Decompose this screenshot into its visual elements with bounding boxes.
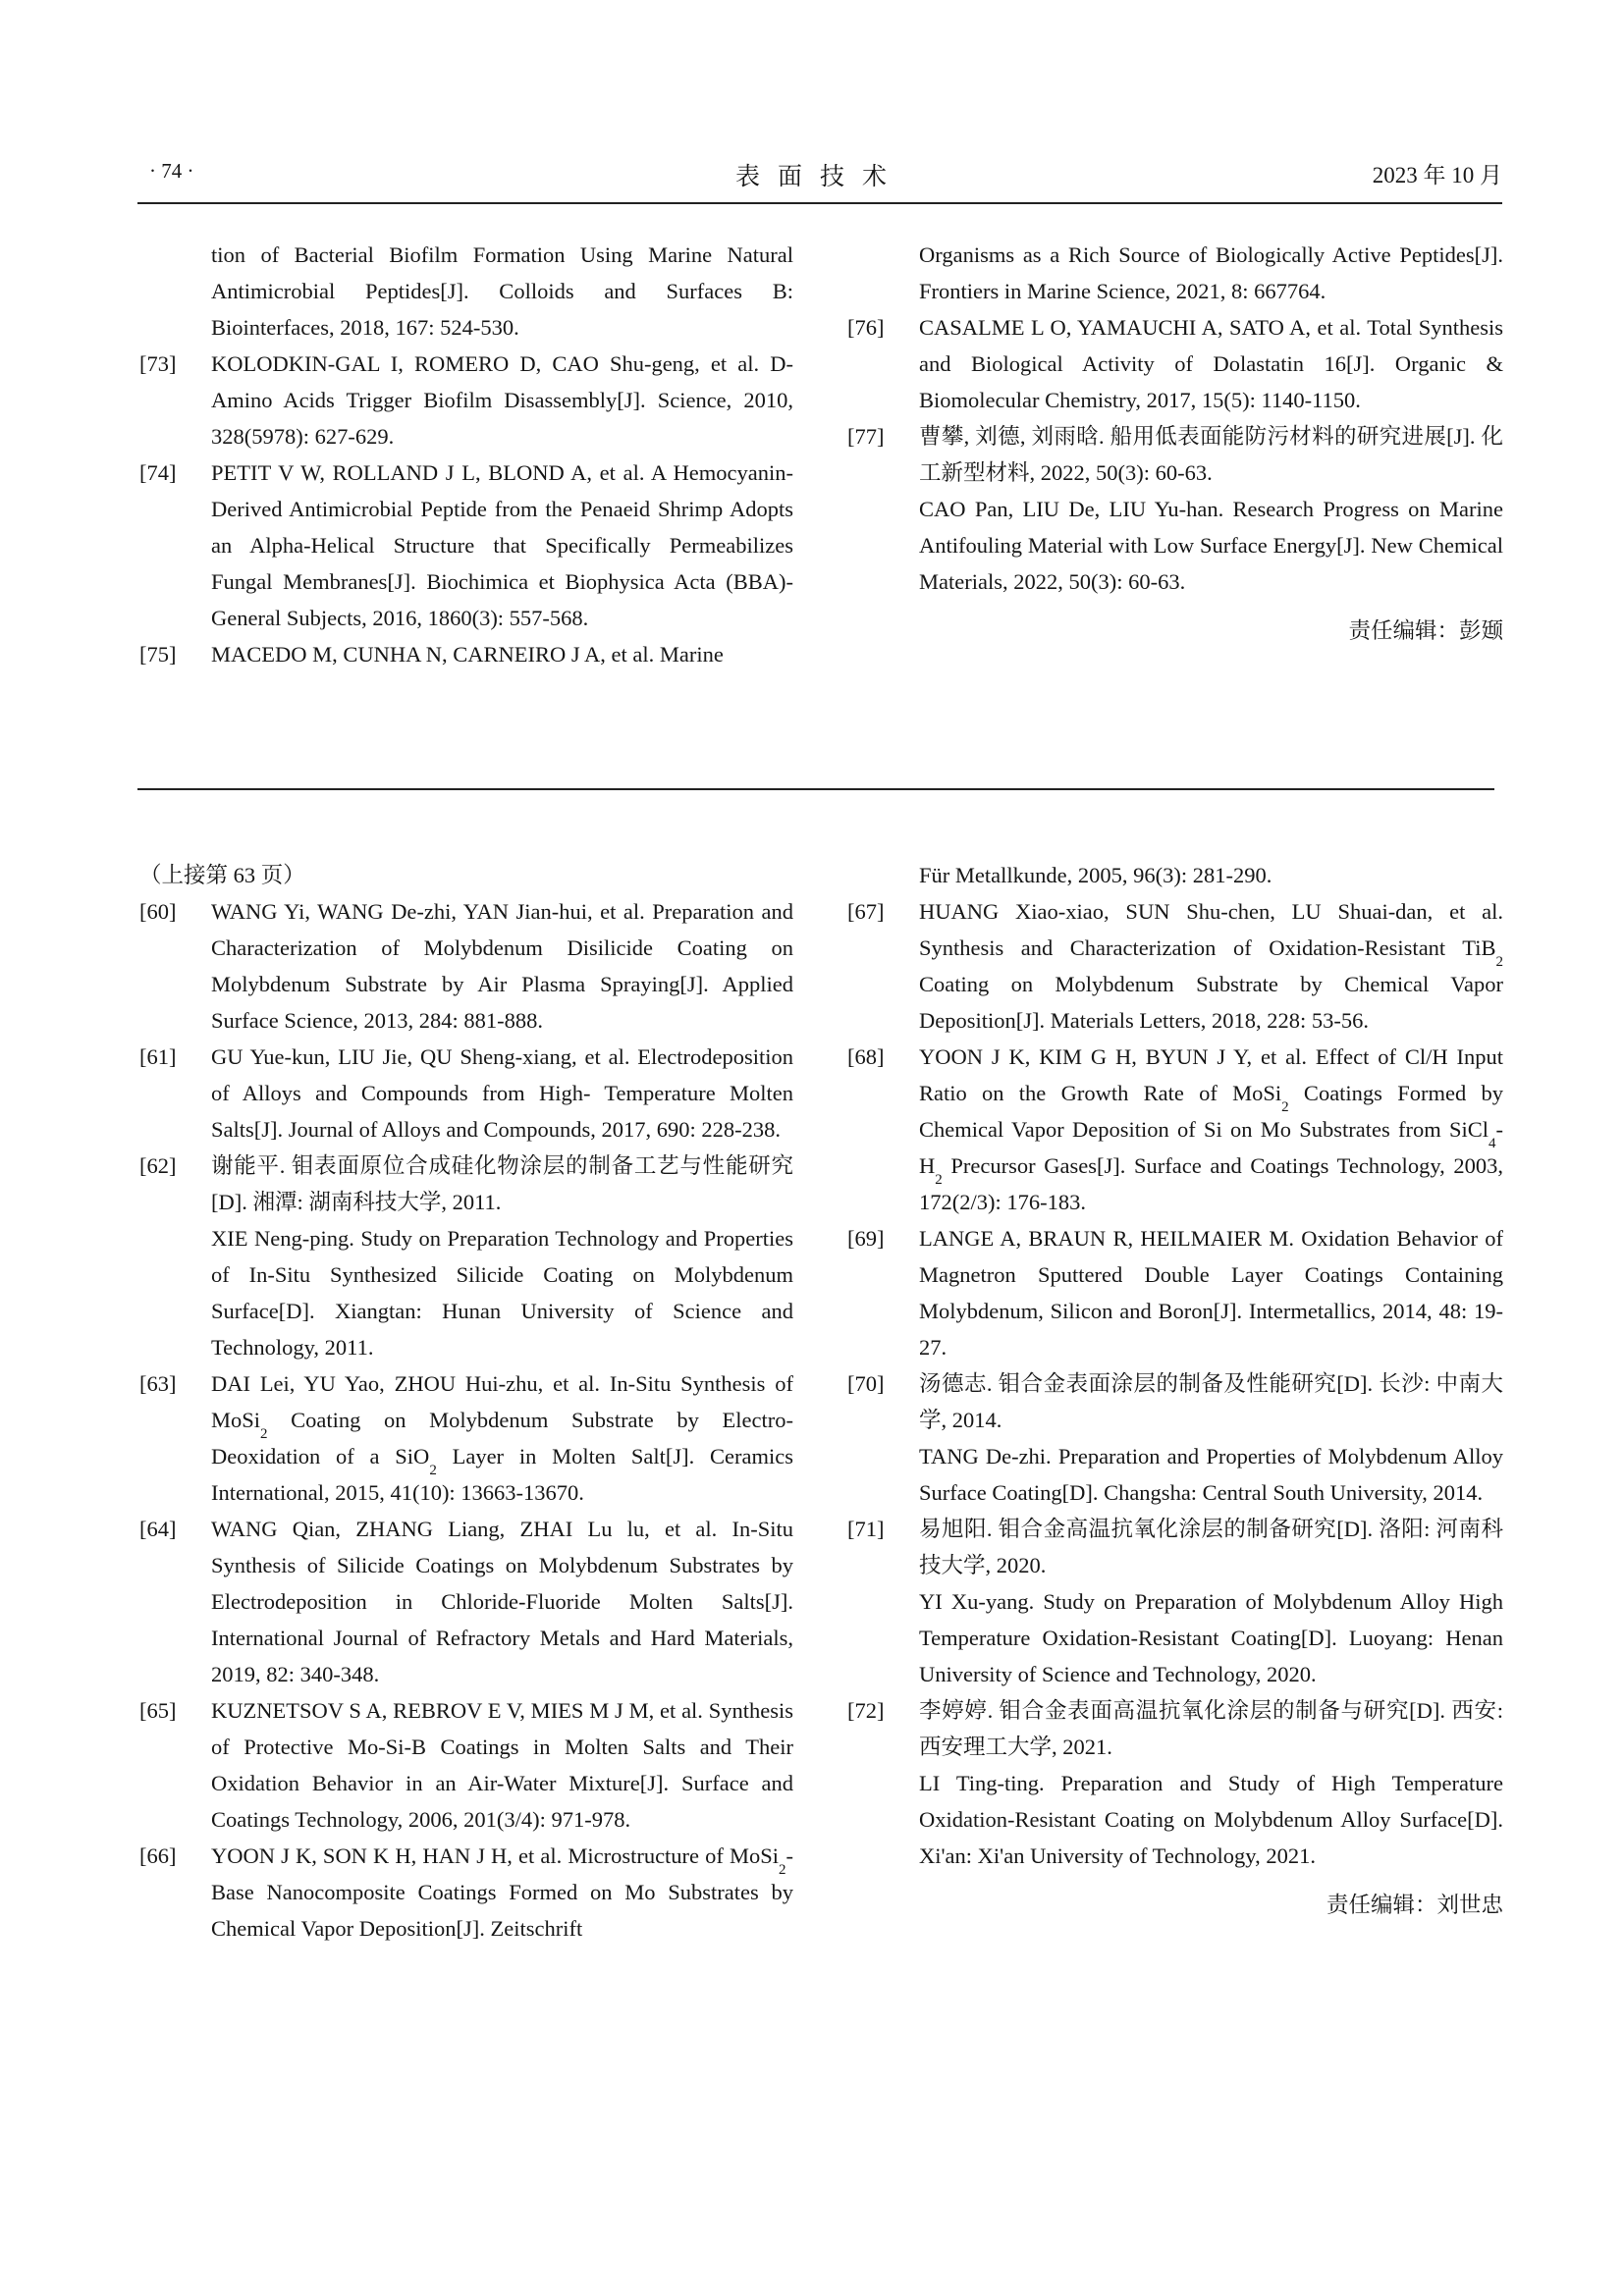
reference-text-english: TANG De-zhi. Preparation and Properties of Molybdenum Alloy Surface Coating[D]. Changsha: Central South University, 2014. <box>919 1444 1503 1505</box>
reference-text: MACEDO M, CUNHA N, CARNEIRO J A, et al. Marine <box>211 642 724 667</box>
reference-text-english: CAO Pan, LIU De, LIU Yu-han. Research Progress on Marine Antifouling Material with Low Surface Energy[J]. New Chemical Materials, 2022, 50(3): 60-63. <box>919 497 1503 594</box>
reference-69 <box>845 1220 1503 1365</box>
reference-number: [75] <box>139 642 177 667</box>
journal-title: 表面技术 <box>734 164 904 190</box>
lower-left-column <box>137 857 793 1947</box>
reference-number: [68] <box>847 1044 885 1069</box>
reference-text: WANG Qian, ZHANG Liang, ZHAI Lu lu, et al. In-Situ Synthesis of Silicide Coatings on Molybdenum Substrates by Electrodeposition in Chloride-Fluoride Molten Salts[J]. International Journal of Refractory Metals and Hard Materials, 2019, 82: 340-348. <box>211 1517 793 1686</box>
reference-text: GU Yue-kun, LIU Jie, QU Sheng-xiang, et al. Electrodeposition of Alloys and Compounds from High- Temperature Molten Salts[J]. Journal of Alloys and Compounds, 2017, 690: 228-238. <box>211 1044 793 1142</box>
reference-text: KOLODKIN-GAL I, ROMERO D, CAO Shu-geng, et al. D-Amino Acids Trigger Biofilm Disassembly[J]. Science, 2010, 328(5978): 627-629. <box>211 351 793 449</box>
continued-reference: Organisms as a Rich Source of Biologically Active Peptides[J]. Frontiers in Marine Science, 2021, 8: 667764. <box>919 242 1503 303</box>
reference-number: [61] <box>139 1044 177 1069</box>
reference-text: 曹攀, 刘德, 刘雨晗. 船用低表面能防污材料的研究进展[J]. 化工新型材料, 2022, 50(3): 60-63. <box>919 424 1503 485</box>
reference-number: [67] <box>847 899 885 924</box>
reference-number: [73] <box>139 351 177 376</box>
reference-text-english: XIE Neng-ping. Study on Preparation Technology and Properties of In-Situ Synthesized Silicide Coating on Molybdenum Surface[D]. Xiangtan: Hunan University of Science and Technology, 2011. <box>211 1226 793 1360</box>
reference-number: [65] <box>139 1698 177 1723</box>
continued-reference: Für Metallkunde, 2005, 96(3): 281-290. <box>919 863 1272 887</box>
reference-number: [76] <box>847 315 885 340</box>
upper-left-column <box>137 237 793 672</box>
reference-number: [60] <box>139 899 177 924</box>
reference-text: WANG Yi, WANG De-zhi, YAN Jian-hui, et al. Preparation and Characterization of Molybdenum Disilicide Coating on Molybdenum Substrate by Air Plasma Spraying[J]. Applied Surface Science, 2013, 284: 881-888. <box>211 899 793 1033</box>
reference-number: [77] <box>847 424 885 449</box>
reference-text: PETIT V W, ROLLAND J L, BLOND A, et al. A Hemocyanin-Derived Antimicrobial Peptide from the Penaeid Shrimp Adopts an Alpha-Helical Structure that Specifically Permeabilizes Fungal Membranes[J]. Biochimica et Biophysica Acta (BBA)-General Subjects, 2016, 1860(3): 557-568. <box>211 460 793 630</box>
reference-68 <box>845 1039 1503 1220</box>
upper-right-column <box>845 237 1503 649</box>
section-divider <box>137 788 1494 790</box>
reference-number: [62] <box>139 1153 177 1178</box>
running-header <box>137 159 1502 198</box>
reference-text: YOON J K, KIM G H, BYUN J Y, et al. Effect of Cl/H Input Ratio on the Growth Rate of MoSi$_2$ Coatings Formed by Chemical Vapor Deposition of Si on Mo Substrates from $SiCl_4-H_2$ Precursor Gases[J]. Surface and Coatings Technology, 2003, 172(2/3): 176-183. <box>919 1044 1503 1214</box>
reference-62 <box>137 1148 793 1365</box>
lower-right-column <box>845 857 1503 1923</box>
reference-75 <box>137 636 793 672</box>
reference-text: 李婷婷. 钼合金表面高温抗氧化涂层的制备与研究[D]. 西安: 西安理工大学, 2021. <box>919 1698 1503 1759</box>
reference-text: 谢能平. 钼表面原位合成硅化物涂层的制备工艺与性能研究[D]. 湘潭: 湖南科技大学, 2011. <box>211 1153 793 1214</box>
reference-65 <box>137 1692 793 1838</box>
reference-71 <box>845 1511 1503 1692</box>
reference-77 <box>845 418 1503 600</box>
reference-number: [64] <box>139 1517 177 1541</box>
reference-text: 汤德志. 钼合金表面涂层的制备及性能研究[D]. 长沙: 中南大学, 2014. <box>919 1371 1503 1432</box>
continued-from-label: （上接第 63 页） <box>139 863 305 887</box>
reference-text: LANGE A, BRAUN R, HEILMAIER M. Oxidation Behavior of Magnetron Sputtered Double Layer Coatings Containing Molybdenum, Silicon and Boron[J]. Intermetallics, 2014, 48: 19-27. <box>919 1226 1503 1360</box>
reference-text: HUANG Xiao-xiao, SUN Shu-chen, LU Shuai-dan, et al. Synthesis and Characterization of Oxidation-Resistant TiB$_2$ Coating on Molybdenum Substrate by Chemical Vapor Deposition[J]. Materials Letters, 2018, 228: 53-56. <box>919 899 1503 1033</box>
reference-70 <box>845 1365 1503 1511</box>
reference-66 <box>137 1838 793 1947</box>
reference-61 <box>137 1039 793 1148</box>
reference-text: DAI Lei, YU Yao, ZHOU Hui-zhu, et al. In-Situ Synthesis of MoSi$_2$ Coating on Molybdenum Substrate by Electro-Deoxidation of a SiO$_2$ Layer in Molten Salt[J]. Ceramics International, 2015, 41(10): 13663-13670. <box>211 1371 794 1505</box>
reference-text-english: LI Ting-ting. Preparation and Study of High Temperature Oxidation-Resistant Coating on Molybdenum Alloy Surface[D]. Xi'an: Xi'an University of Technology, 2021. <box>919 1771 1503 1868</box>
reference-number: [63] <box>139 1371 177 1396</box>
reference-64 <box>137 1511 793 1692</box>
reference-number: [74] <box>139 460 177 485</box>
reference-text: 易旭阳. 钼合金高温抗氧化涂层的制备研究[D]. 洛阳: 河南科技大学, 2020. <box>919 1517 1503 1577</box>
reference-number: [71] <box>847 1517 885 1541</box>
page-number: · 74 · <box>149 159 194 183</box>
reference-73 <box>137 346 793 454</box>
editor-credit: 责任编辑：刘世忠 <box>1326 1893 1503 1917</box>
issue-date: 2023 年 10 月 <box>1372 163 1502 187</box>
reference-number: [72] <box>847 1698 885 1723</box>
reference-number: [66] <box>139 1843 177 1868</box>
reference-72 <box>845 1692 1503 1874</box>
reference-text: YOON J K, SON K H, HAN J H, et al. Microstructure of MoSi$_2$-Base Nanocomposite Coatings Formed on Mo Substrates by Chemical Vapor Deposition[J]. Zeitschrift <box>211 1843 793 1941</box>
reference-text: CASALME L O, YAMAUCHI A, SATO A, et al. Total Synthesis and Biological Activity of Dolastatin 16[J]. Organic & Biomolecular Chemistry, 2017, 15(5): 1140-1150. <box>919 315 1503 412</box>
header-rule <box>137 202 1502 204</box>
reference-76 <box>845 309 1503 418</box>
editor-credit: 责任编辑：彭颋 <box>1348 618 1503 643</box>
reference-60 <box>137 893 793 1039</box>
reference-text-english: YI Xu-yang. Study on Preparation of Molybdenum Alloy High Temperature Oxidation-Resistant Coating[D]. Luoyang: Henan University of Science and Technology, 2020. <box>919 1589 1503 1686</box>
reference-63 <box>137 1365 793 1511</box>
reference-74 <box>137 454 793 636</box>
continued-reference: tion of Bacterial Biofilm Formation Using Marine Natural Antimicrobial Peptides[J]. Colloids and Surfaces B: Biointerfaces, 2018, 167: 524-530. <box>211 242 793 340</box>
reference-number: [69] <box>847 1226 885 1251</box>
reference-number: [70] <box>847 1371 885 1396</box>
reference-text: KUZNETSOV S A, REBROV E V, MIES M J M, et al. Synthesis of Protective Mo-Si-B Coatings in Molten Salts and Their Oxidation Behavior in an Air-Water Mixture[J]. Surface and Coatings Technology, 2006, 201(3/4): 971-978. <box>211 1698 793 1832</box>
reference-67 <box>845 893 1503 1039</box>
